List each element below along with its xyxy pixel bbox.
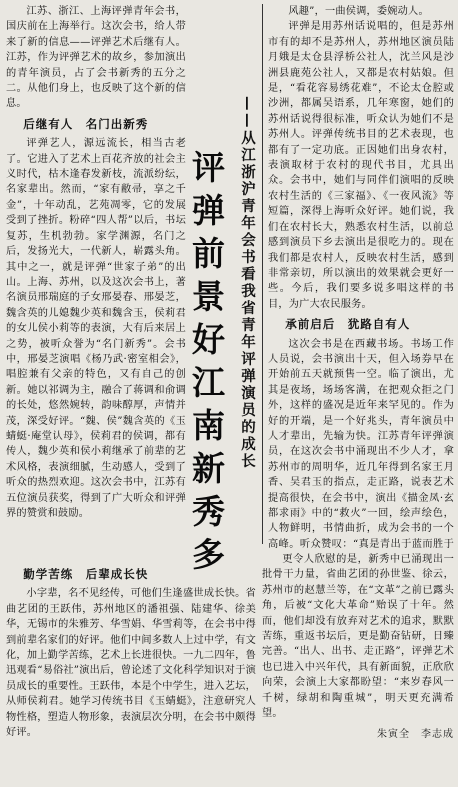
column-divider bbox=[262, 4, 263, 544]
subtitle: ——从江浙沪青年会书看我省青年评弹演员的成长 bbox=[239, 96, 255, 470]
section-1-body: 评弹艺人，源远流长，相当古老了。它进入了艺术上百花齐放的社会主义时代，枯木逢春发新枝，流派纷纭，名家辈出。然而，“家有敝帚，享之千金”，十年动乱，艺苑凋零，它的发展受到了挫折。粉碎“四人帮”以后，书坛复苏，生机勃勃。家学渊源，名门之后，发扬光大，一代新人，崭露头角。其中之一，就是评弹“世家子弟”的出山。上海、苏州，以及这次会书上，著名演员邢瑞庭的子女邢晏春、邢晏芝，魏含英的儿媳魏少英和魏含玉，侯莉君的女儿侯小莉等的表演，大有后来居上之势，被听众誉为“名门新秀”。会书中，邢晏芝演唱《杨乃武·密室相会》，唱腔兼有父亲的特色，又有自己的创新。她以祁调为主，融合了蒋调和俞调的长处，悠然婉转，韵味醇厚，声情并茂，深受好评。“魏、侯”魏含英的《玉蜻蜓·庵堂认母》，侯莉君的侯调，都有传人，魏少英和侯小莉继承了前辈的艺术风格，表演细腻，生动感人，受到了听众的热烈欢迎。这次会书中，江苏有五位演员获奖，得到了广大听众和评弹界的赞赏和鼓励。 bbox=[6, 138, 186, 519]
right-column bbox=[268, 4, 454, 552]
byline: 朱寅全 李志成 bbox=[377, 729, 454, 741]
right-paragraph-2: 评弹是用苏州话说唱的，但是苏州市有的却不是苏州人，苏州地区演员陆月娥是太仓县浮桥公社人，沈兰风是沙洲县鹿苑公社人，又都是农村姑娘。但是，“看花容易绣花难”，不论太仓腔或沙洲，都属吴语系，几年寒窗，她们的苏州话说得很标准，听众认为她们不是苏州人。评弹传统书目的艺术表现，也都有了一定功底。正因她们出身农村，表演取材于农村的现代书目，尤具出众。会书中，她们与同伴们演唱的反映农村生活的《三家福》、《一夜风流》等短篇，深得上海听众好评。她们说，我们在农村长大，熟悉农村生活，以前总感到演员下乡去演出是很吃力的。现在我们都是农村人，反映农村生活，感到非常亲切，所以演出的效果就会更好一些。今后，我们要多说多唱这样的书目，为广大农民服务。 bbox=[268, 21, 454, 310]
left-column bbox=[6, 4, 186, 564]
section-2-body: 小字辈，名不见经传，可他们生逢盛世成长快。省曲艺团的王跃伟，苏州地区的潘祖强、陆建华、徐美华，无锡市的朱雅芳、华雪娟、华雪莉等，在会书中得到前辈名家们的好评。他们中间多数人上过中学，有文化，加上勤学苦练，艺术上长进很快。一九二四年，鲁迅观看“易俗社”演出后，曾论述了文化科学知识对于演员成长的重要性。王跃伟，本是个中学生，进入艺坛，从师侯莉君。她学习传统书目《玉蜻蜓》，注意研究人物性格，塑造人物形象，表演层次分明，在会书中颇得好评。 bbox=[6, 588, 256, 739]
bottom-paragraph: 更令人欣慰的是，新秀中已涌现出一批骨干力量，省曲艺团的孙世鉴、徐云，苏州市的赵慧兰等，在“文革”之前已露头角，后被“文化大革命”贻误了十年。然而，他们却没有放弃对艺术的追求，默默苦练，重返书坛后，更是勤奋钻研，日臻完善。“出人、出书、走正路”，评弹艺术也已进入中兴年代，具有新面貌，正欣欣向荣，会演上大家都盼望：“来岁春风一千树，绿胡和陶重城”，明天更充满希望。 bbox=[262, 554, 454, 720]
section-heading-1: 后继有人 名门出新秀 bbox=[23, 116, 149, 131]
right-paragraph-1: 风趣”，一曲侯调，委婉动人。 bbox=[288, 6, 429, 17]
headline: 评弹前景好江南新秀多 bbox=[187, 150, 226, 580]
section-heading-3: 承前启后 犹路自有人 bbox=[285, 317, 411, 332]
intro-paragraph: 江苏、浙江、上海评弹青年会书，国庆前在上海举行。这次会书，给人带来了新的信息——评弹艺术后继有人。江苏，作为评弹艺术的故乡，参加演出的青年演员，占了会书新秀的五分之二。从他们身上，也反映了这个新的信息。 bbox=[6, 6, 186, 110]
bottom-left-column bbox=[6, 562, 256, 784]
section-heading-2: 勤学苦练 后辈成长快 bbox=[23, 567, 149, 581]
right-paragraph-3: 这次会书是在西藏书场。书场工作人员说，会书演出十天，但入场券早在开始前五天就预售一空。临了演出，尤其是夜场，场场客满，在把观众拒之门外，这样的盛况是近年来罕见的。作为好的开端，是一个好兆头，青年演员中人才辈出，先输为快。江苏青年评弹演员，在这次会书中涌现出不少人才，拿苏州市的周明华，近几年得到名家王月香、吴君玉的指点，走正路，说表艺术提高很快，在会书中，演出《描金凤·玄都求雨》中的“救火”一回，绘声绘色，人物鲜明，书情曲折，成为会书的一个高峰。听众赞叹：“真是青出于蓝而胜于 bbox=[268, 338, 454, 550]
bottom-right-column bbox=[262, 552, 454, 783]
